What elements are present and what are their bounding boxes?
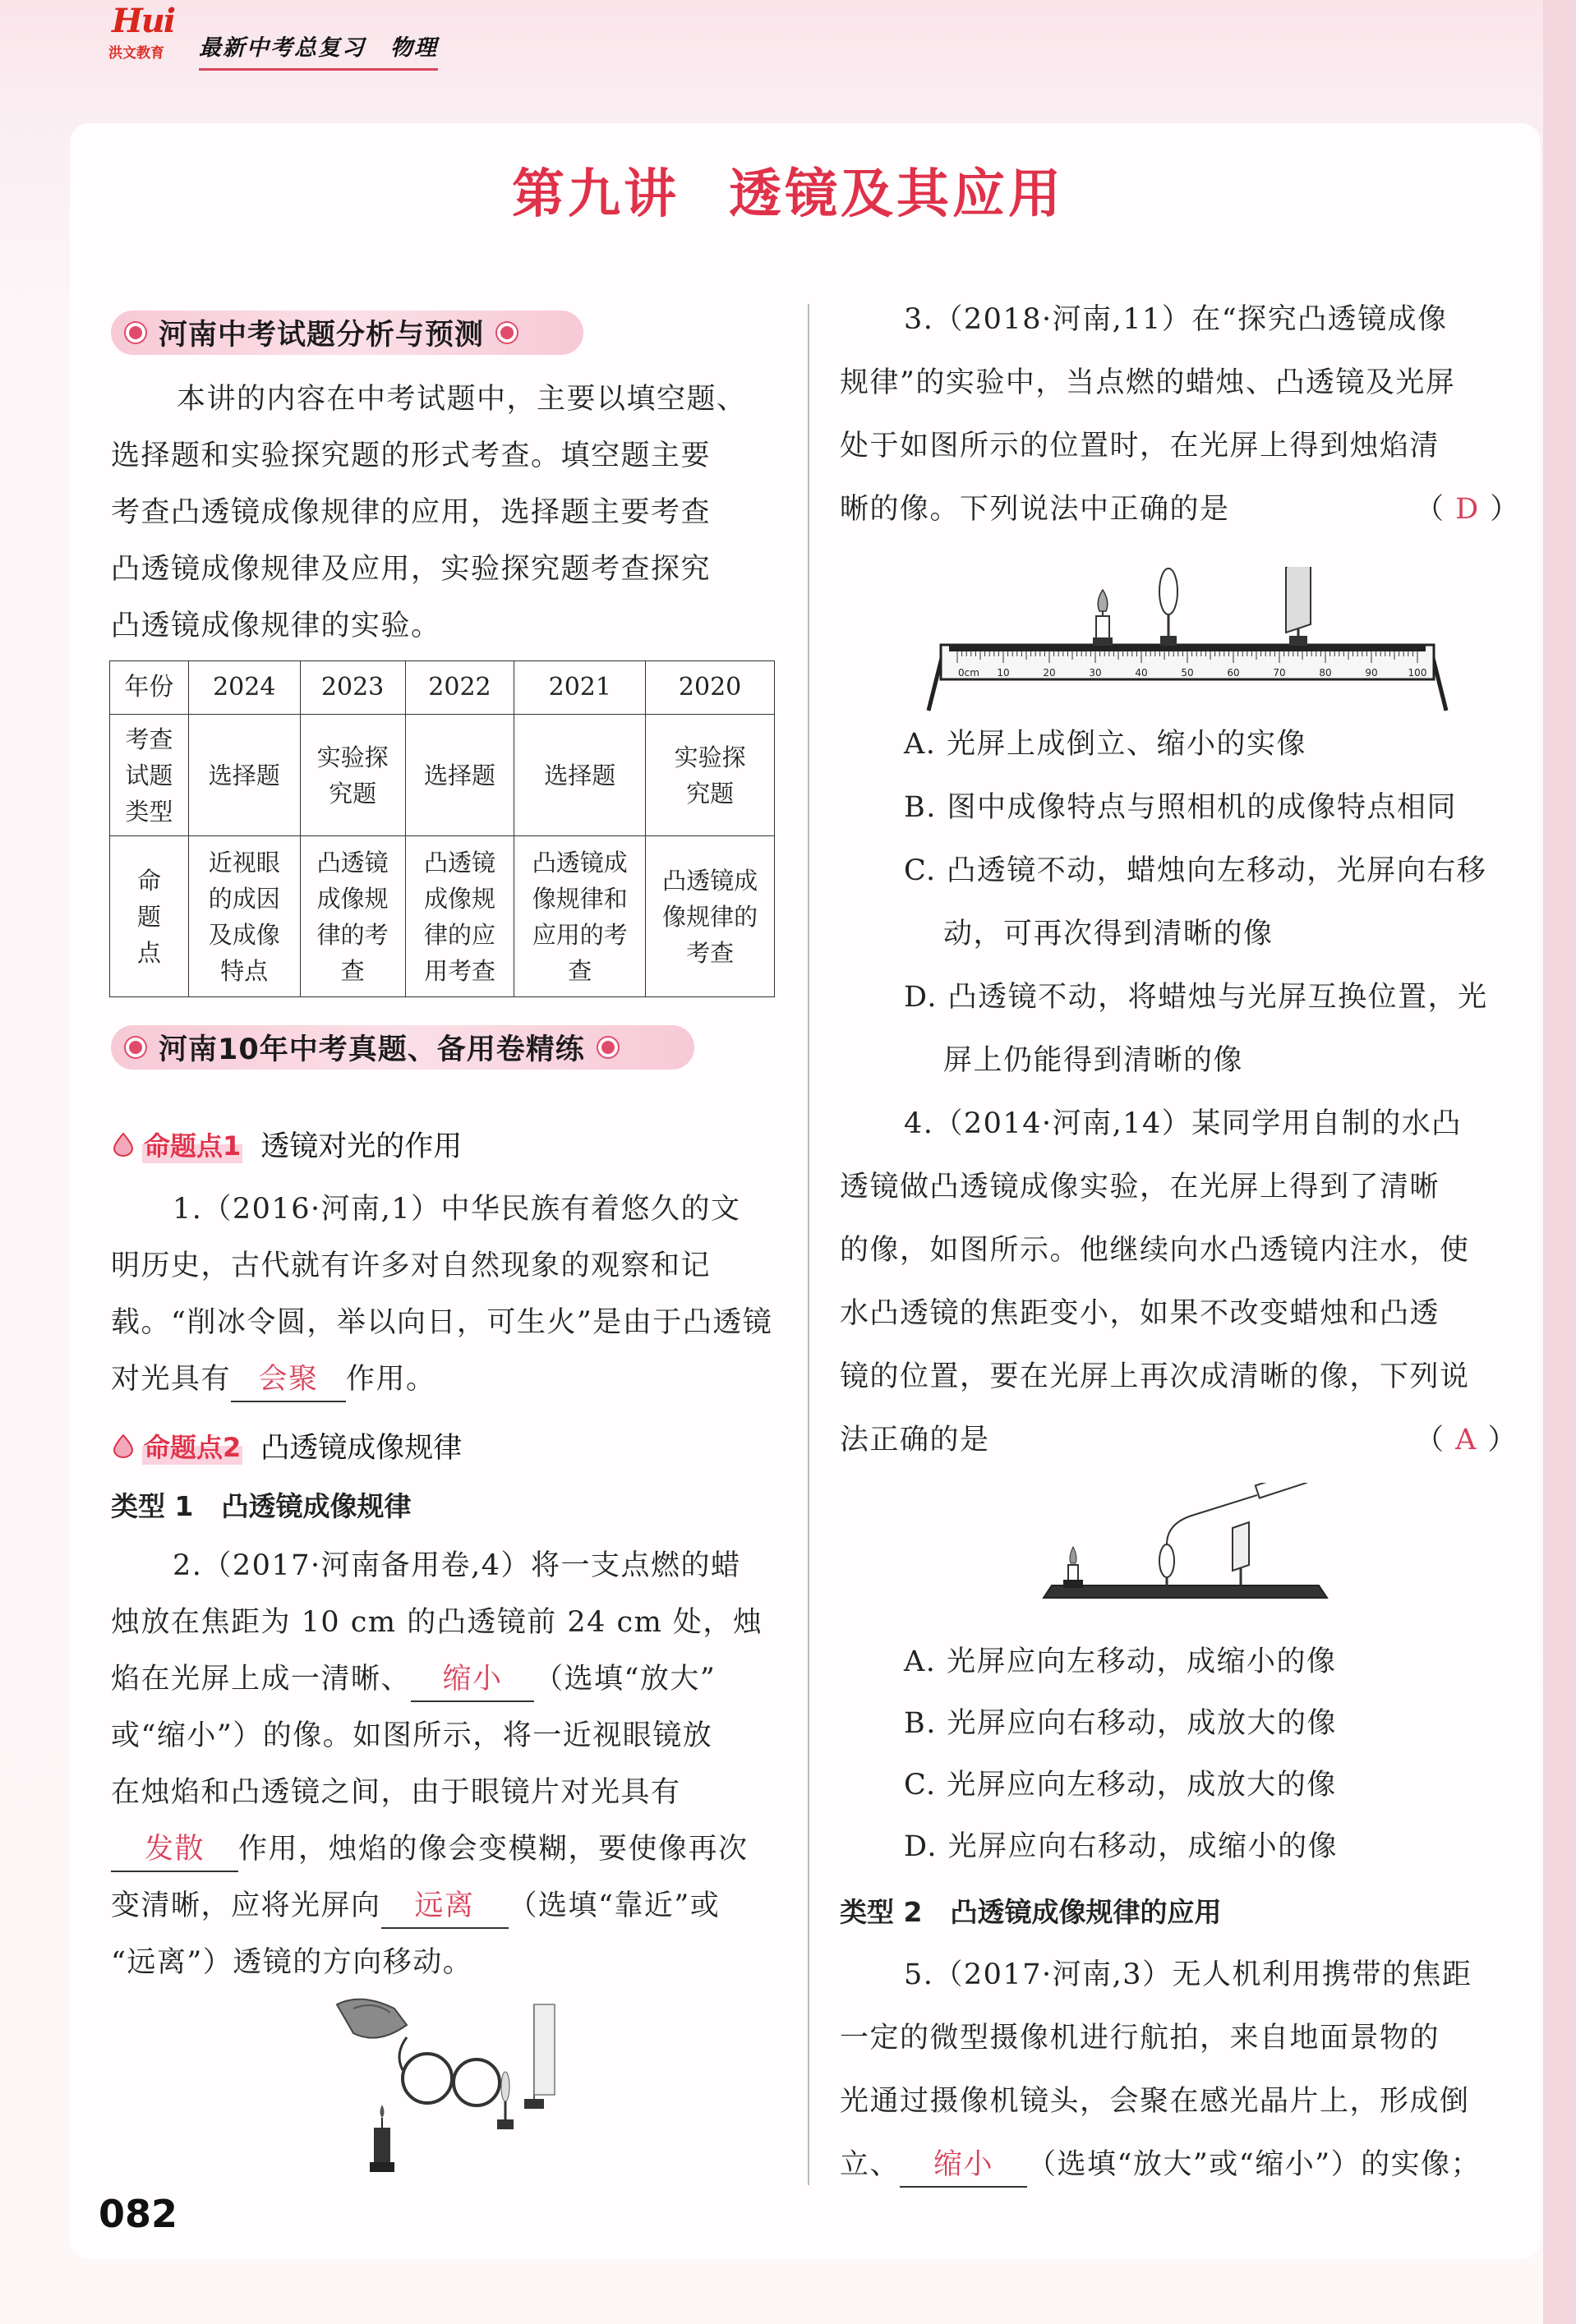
table-cell: 近视眼 的成因 及成像 特点: [188, 836, 300, 997]
table-cell: 凸透镜 成像规 律的考 查: [300, 836, 405, 997]
section-heading-analysis: [111, 311, 583, 355]
q2-line: 烛放在焦距为 10 cm 的凸透镜前 24 cm 处，烛: [111, 1606, 763, 1639]
page-edge: [1543, 0, 1576, 2324]
drop-icon: [111, 1132, 136, 1157]
q2-line: 或“缩小”）的像。如图所示，将一近视眼镜放: [111, 1719, 713, 1752]
q3-line: 晰的像。下列说法中正确的是: [840, 493, 1230, 526]
table-header-row: [110, 661, 775, 715]
answer-blank: 缩小: [900, 2143, 1027, 2188]
intro-line: 选择题和实验探究题的形式考查。填空题主要: [111, 439, 712, 472]
ruler-tick-label: 0cm: [958, 667, 979, 679]
proposition-point-1: [111, 1124, 462, 1165]
section-heading-practice: [111, 1025, 694, 1070]
q5-line: 一定的微型摄像机进行航拍，来自地面景物的: [840, 2022, 1440, 2055]
table-cell: 凸透镜成 像规律和 应用的考 查: [514, 836, 646, 997]
ruler-tick-label: 50: [1181, 667, 1194, 679]
exam-analysis-table: [109, 660, 775, 997]
table-row: [110, 836, 775, 997]
book-name: 最新中考总复习: [199, 35, 366, 61]
q2-glasses-experiment-figure: [329, 1988, 575, 2177]
section-title: 河南10年中考真题、备用卷精练: [159, 1033, 585, 1066]
table-cell: 选择题: [514, 715, 646, 836]
q4-line: 透镜做凸透镜成像实验，在光屏上得到了清晰: [840, 1171, 1440, 1203]
ruler-tick-label: 40: [1135, 667, 1148, 679]
q5-line: 光通过摄像机镜头，会聚在感光晶片上，形成倒: [840, 2085, 1470, 2118]
page-number: 082: [99, 2192, 178, 2236]
bullet-icon: [126, 323, 145, 343]
q3-option: B. 图中成像特点与照相机的成像特点相同: [904, 791, 1457, 824]
bullet-icon: [497, 323, 517, 343]
q2-line: “远离”）透镜的方向移动。: [111, 1946, 473, 1979]
lecture-number: 第九讲: [512, 163, 680, 225]
table-row: [110, 715, 775, 836]
q1-line: 1.（2016·河南,1）中华民族有着悠久的文: [173, 1193, 741, 1226]
q3-optical-bench-figure: [924, 567, 1450, 715]
table-row-label: 考查 试题 类型: [110, 715, 189, 836]
ruler-tick-label: 100: [1408, 667, 1427, 679]
ruler-tick-label: 80: [1319, 667, 1332, 679]
q4-water-lens-figure: [1035, 1483, 1331, 1606]
q4-line: 水凸透镜的焦距变小，如果不改变蜡烛和凸透: [840, 1297, 1440, 1330]
q4-option: C. 光屏应向左移动，成放大的像: [904, 1769, 1337, 1802]
table-cell: 实验探 究题: [300, 715, 405, 836]
section-title: 河南中考试题分析与预测: [159, 319, 485, 352]
q2-line: 发散 作用，烛焰的像会变模糊，要使像再次: [111, 1821, 749, 1878]
q3-choice: （ D ）: [1415, 493, 1520, 526]
bullet-icon: [126, 1038, 145, 1057]
type-heading: 类型 2 凸透镜成像规律的应用: [840, 1896, 1222, 1928]
point-title: 凸透镜成像规律: [260, 1432, 463, 1465]
q3-option: C. 凸透镜不动，蜡烛向左移动，光屏向右移: [904, 854, 1487, 887]
q1-line: 载。“削冰令圆，举以向日，可生火”是由于凸透镜: [111, 1306, 773, 1339]
q4-option: A. 光屏应向左移动，成缩小的像: [904, 1645, 1337, 1678]
q2-line: 2.（2017·河南备用卷,4）将一支点燃的蜡: [173, 1549, 741, 1582]
q5-line: 5.（2017·河南,3）无人机利用携带的焦距: [904, 1958, 1472, 1991]
logo-text: 洪文教育: [108, 45, 164, 62]
q4-answer: A: [1455, 1424, 1477, 1457]
answer-blank: 远离: [381, 1885, 509, 1929]
ruler-tick-label: 60: [1227, 667, 1240, 679]
logo-mark: Hui: [112, 2, 175, 40]
intro-line: 本讲的内容在中考试题中，主要以填空题、: [177, 383, 747, 416]
q1-line: 明历史，古代就有许多对自然现象的观察和记: [111, 1249, 712, 1282]
q3-line: 处于如图所示的位置时，在光屏上得到烛焰清: [840, 430, 1440, 462]
bullet-icon: [598, 1038, 618, 1057]
table-cell: 凸透镜 成像规 律的应 用考查: [405, 836, 514, 997]
column-divider: [808, 304, 809, 2185]
ruler-tick-label: 70: [1273, 667, 1286, 679]
table-cell: 2024: [188, 661, 300, 715]
table-cell: 实验探 究题: [646, 715, 775, 836]
point-badge: 命题点2: [142, 1427, 242, 1465]
q3-line: 3.（2018·河南,11）在“探究凸透镜成像: [904, 303, 1448, 336]
table-cell: 2023: [300, 661, 405, 715]
table-cell: 年份: [110, 661, 189, 715]
q2-line: 变清晰，应将光屏向 远离 （选填“靠近”或: [111, 1878, 720, 1935]
q4-option: D. 光屏应向右移动，成缩小的像: [904, 1830, 1339, 1863]
ruler-tick-label: 90: [1365, 667, 1378, 679]
intro-line: 考查凸透镜成像规律的应用，选择题主要考查: [111, 496, 712, 529]
ruler-tick-label: 30: [1089, 667, 1102, 679]
chapter-title: [0, 152, 1576, 228]
table-cell: 选择题: [405, 715, 514, 836]
intro-line: 凸透镜成像规律及应用，实验探究题考查探究: [111, 553, 712, 586]
intro-line: 凸透镜成像规律的实验。: [111, 610, 441, 642]
q4-line: 4.（2014·河南,14）某同学用自制的水凸: [904, 1107, 1462, 1140]
drop-icon: [111, 1434, 136, 1458]
publisher-logo: [108, 2, 181, 66]
ruler-tick-label: 10: [997, 667, 1010, 679]
lecture-topic: 透镜及其应用: [729, 163, 1064, 225]
q5-line: 立、 缩小 （选填“放大”或“缩小”）的实像；: [840, 2137, 1481, 2193]
q4-line: 的像，如图所示。他继续向水凸透镜内注水，使: [840, 1234, 1470, 1267]
q4-line: 镜的位置，要在光屏上再次成清晰的像，下列说: [840, 1360, 1470, 1393]
q4-choice: （ A ）: [1415, 1424, 1518, 1457]
answer-blank: 发散: [111, 1828, 238, 1872]
q2-line: 焰在光屏上成一清晰、 缩小 （选填“放大”: [111, 1651, 716, 1708]
table-cell: 凸透镜成 像规律的 考查: [646, 836, 775, 997]
q4-line: 法正确的是: [840, 1424, 990, 1457]
ruler-tick-label: 20: [1043, 667, 1056, 679]
point-title: 透镜对光的作用: [260, 1130, 463, 1163]
table-row-label: 命 题 点: [110, 836, 189, 997]
q3-option-cont: 屏上仍能得到清晰的像: [943, 1044, 1244, 1077]
q3-option-cont: 动，可再次得到清晰的像: [943, 918, 1274, 950]
type-heading: 类型 1 凸透镜成像规律: [111, 1490, 412, 1522]
q3-answer: D: [1455, 493, 1480, 526]
running-header: [108, 2, 438, 71]
book-title: [199, 30, 438, 71]
table-cell: 2021: [514, 661, 646, 715]
q4-option: B. 光屏应向右移动，成放大的像: [904, 1707, 1337, 1740]
answer-blank: 缩小: [411, 1658, 534, 1702]
subject-name: 物理: [390, 35, 438, 61]
q3-line: 规律”的实验中，当点燃的蜡烛、凸透镜及光屏: [840, 366, 1456, 399]
table-cell: 选择题: [188, 715, 300, 836]
q3-option: A. 光屏上成倒立、缩小的实像: [904, 728, 1307, 761]
point-badge: 命题点1: [142, 1125, 242, 1163]
q3-option: D. 凸透镜不动，将蜡烛与光屏互换位置，光: [904, 981, 1488, 1014]
answer-blank: 会聚: [231, 1358, 346, 1402]
q2-line: 在烛焰和凸透镜之间，由于眼镜片对光具有: [111, 1776, 681, 1809]
proposition-point-2: [111, 1425, 462, 1466]
q1-line: 对光具有 会聚 作用。: [111, 1351, 436, 1408]
table-cell: 2020: [646, 661, 775, 715]
table-cell: 2022: [405, 661, 514, 715]
